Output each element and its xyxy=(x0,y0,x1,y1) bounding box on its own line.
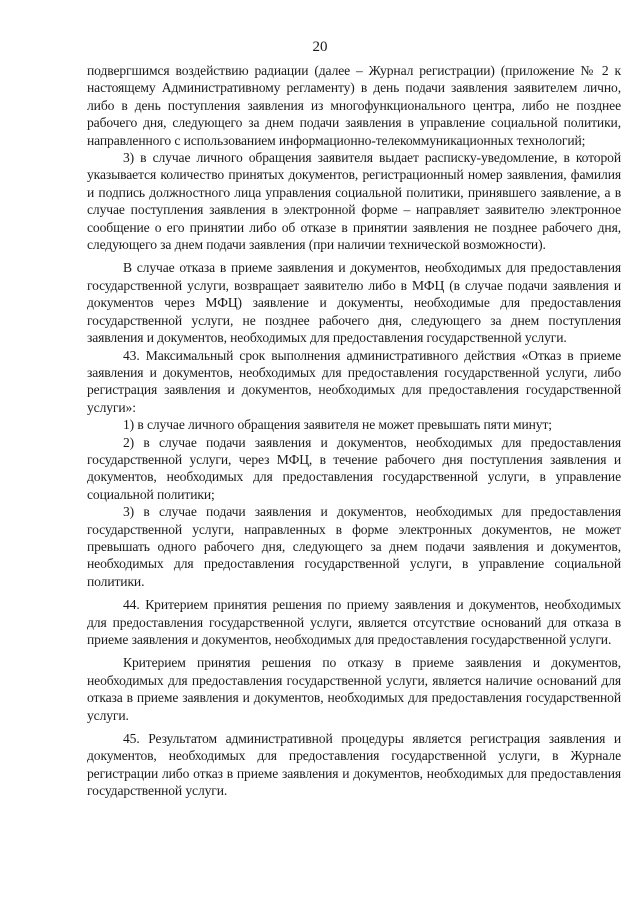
paragraph-item-3-receipt: 3) в случае личного обращения заявителя выдает расписку-уведомление, в которой указывается количество принятых документов, регистрационный номер заявления, фамилия и подпись должностного лица управления социальной политики, принявшего заявление, а в случае поступления заявления в электронной форме – направляет заявителю электронное сообщение о его принятии либо об отказе в принятии заявления не позднее рабочего дня, следующего за днем подачи заявления (при наличии технической возможности). xyxy=(87,150,621,253)
page-number: 20 xyxy=(312,39,328,55)
paragraph-43-item-3: 3) в случае подачи заявления и документов, необходимых для предоставления государственной услуги, направленных в форме электронных документов, не может превышать одного рабочего дня, следующего за днем подачи заявления и документов, необходимых для предоставления государственной услуги, в управление социальной политики. xyxy=(87,504,621,589)
document-body xyxy=(87,62,621,800)
paragraph-43-item-1: 1) в случае личного обращения заявителя не может превышать пяти минут; xyxy=(123,417,552,433)
paragraph-44: 44. Критерием принятия решения по приему заявления и документов, необходимых для предоставления государственной услуги, является отсутствие оснований для отказа в приеме заявления и документов, необходимых для предоставления государственной услуги. xyxy=(87,597,621,647)
paragraph-43-item-2: 2) в случае подачи заявления и документов, необходимых для предоставления государственной услуги, через МФЦ, в течение рабочего дня поступления заявления и документов, необходимых для предоставления государственной услуги, в управление социальной политики; xyxy=(87,434,621,502)
paragraph-refusal-return: В случае отказа в приеме заявления и документов, необходимых для предоставления государственной услуги, возвращает заявителю либо в МФЦ (в случае подачи заявления и документов через МФЦ) заявление и документы, необходимые для предоставления государственной услуги, не позднее рабочего дня, следующего за днем поступления заявления и документов, необходимых для предоставления государственной услуги. xyxy=(87,260,621,346)
paragraph-continuation: подвергшимся воздействию радиации (далее – Журнал регистрации) (приложение № 2 к настоящему Административному регламенту) в день подачи заявления заявителем лично, либо в день поступления заявления из многофункционального центра, либо не позднее рабочего дня, следующего за днем подачи заявления в управление социальной политики, направленного с использованием информационно-телекоммуникационных технологий; xyxy=(87,63,621,148)
paragraph-44-refusal-criterion: Критерием принятия решения по отказу в приеме заявления и документов, необходимых для предоставления государственной услуги, является наличие оснований для отказа в приеме заявления и документов, необходимых для предоставления государственной услуги. xyxy=(87,655,621,723)
paragraph-45: 45. Результатом административной процедуры является регистрация заявления и документов, необходимых для предоставления государственной услуги, в Журнале регистрации либо отказ в приеме заявления и документов, необходимых для предоставления государственной услуги. xyxy=(87,731,621,799)
paragraph-43: 43. Максимальный срок выполнения административного действия «Отказ в приеме заявления и документов, необходимых для предоставления государственной услуги, либо регистрация заявления и документов, необходимых для предоставления государственной услуги»: xyxy=(87,347,621,415)
